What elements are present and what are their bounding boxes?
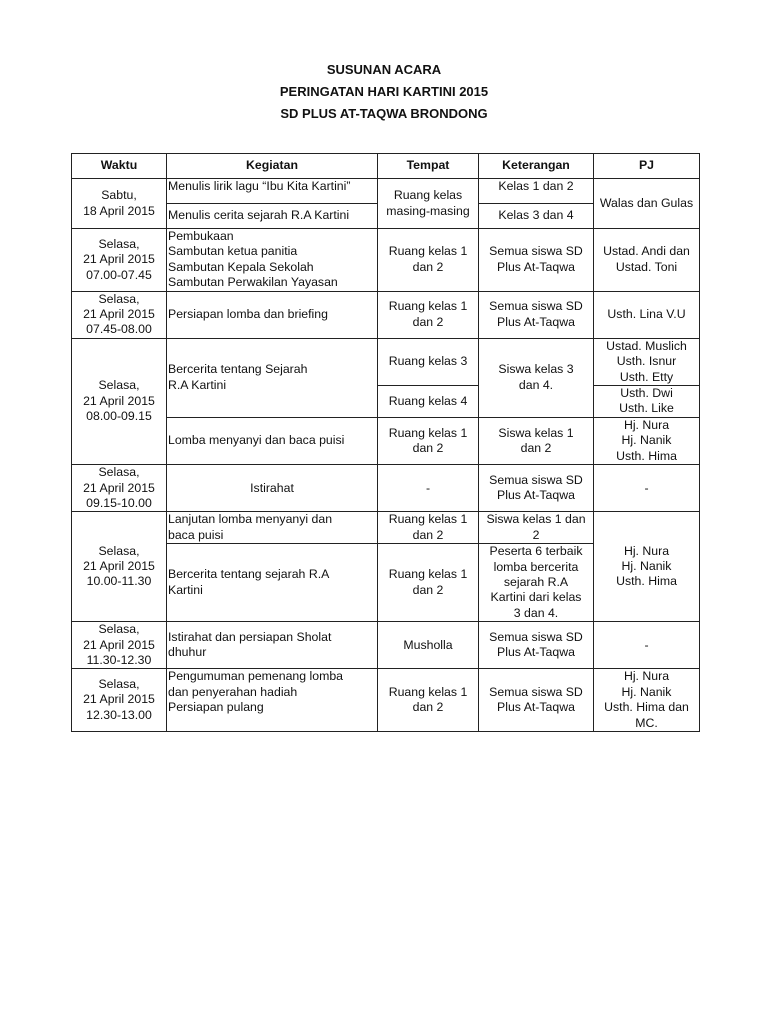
cell-tempat: Musholla bbox=[378, 622, 479, 669]
table-row bbox=[72, 338, 700, 385]
doc-subtitle: PERINGATAN HARI KARTINI 2015 bbox=[279, 84, 489, 99]
cell-kegiatan: Bercerita tentang Sejarah R.A Kartini bbox=[167, 338, 378, 417]
cell-pj: Walas dan Gulas bbox=[594, 179, 700, 229]
doc-title: SUSUNAN ACARA bbox=[326, 62, 442, 77]
column-header-waktu: Waktu bbox=[72, 154, 167, 179]
cell-waktu: Selasa, 21 April 2015 11.30-12.30 bbox=[72, 622, 167, 669]
cell-kegiatan: Bercerita tentang sejarah R.A Kartini bbox=[167, 544, 378, 622]
cell-pj: - bbox=[594, 465, 700, 512]
cell-keterangan: Siswa kelas 1 dan 2 bbox=[479, 417, 594, 464]
cell-kegiatan: Persiapan lomba dan briefing bbox=[167, 291, 378, 338]
cell-tempat: Ruang kelas 1 dan 2 bbox=[378, 512, 479, 544]
cell-waktu: Selasa, 21 April 2015 09.15-10.00 bbox=[72, 465, 167, 512]
cell-tempat: Ruang kelas 1 dan 2 bbox=[378, 229, 479, 292]
cell-kegiatan: Lomba menyanyi dan baca puisi bbox=[167, 417, 378, 464]
column-header-keterangan: Keterangan bbox=[479, 154, 594, 179]
cell-kegiatan: Pengumuman pemenang lomba dan penyerahan hadiah Persiapan pulang bbox=[167, 669, 378, 732]
cell-tempat: Ruang kelas masing-masing bbox=[378, 179, 479, 229]
column-header-tempat: Tempat bbox=[378, 154, 479, 179]
schedule-table bbox=[71, 153, 700, 732]
cell-tempat: Ruang kelas 1 dan 2 bbox=[378, 291, 479, 338]
cell-pj: Ustad. Muslich Usth. Isnur Usth. Etty bbox=[594, 338, 700, 385]
cell-keterangan: Kelas 1 dan 2 bbox=[479, 179, 594, 204]
column-header-kegiatan: Kegiatan bbox=[167, 154, 378, 179]
cell-kegiatan: Lanjutan lomba menyanyi dan baca puisi bbox=[167, 512, 378, 544]
school-name: SD PLUS AT-TAQWA BRONDONG bbox=[280, 106, 488, 121]
cell-waktu: Selasa, 21 April 2015 07.00-07.45 bbox=[72, 229, 167, 292]
cell-tempat: Ruang kelas 1 dan 2 bbox=[378, 417, 479, 464]
cell-keterangan: Siswa kelas 1 dan 2 bbox=[479, 512, 594, 544]
cell-pj: Hj. Nura Hj. Nanik Usth. Hima dan MC. bbox=[594, 669, 700, 732]
cell-kegiatan: Istirahat bbox=[167, 465, 378, 512]
cell-pj: Hj. Nura Hj. Nanik Usth. Hima bbox=[594, 417, 700, 464]
cell-keterangan: Semua siswa SD Plus At-Taqwa bbox=[479, 291, 594, 338]
cell-keterangan: Peserta 6 terbaik lomba bercerita sejarah R.A Kartini dari kelas 3 dan 4. bbox=[479, 544, 594, 622]
cell-pj: - bbox=[594, 622, 700, 669]
table-row bbox=[72, 229, 700, 292]
cell-waktu: Selasa, 21 April 2015 12.30-13.00 bbox=[72, 669, 167, 732]
cell-waktu: Sabtu, 18 April 2015 bbox=[72, 179, 167, 229]
cell-kegiatan: Menulis lirik lagu “Ibu Kita Kartini” bbox=[167, 179, 378, 204]
cell-kegiatan: Pembukaan Sambutan ketua panitia Sambutan Kepala Sekolah Sambutan Perwakilan Yayasan bbox=[167, 229, 378, 292]
table-row bbox=[72, 669, 700, 732]
cell-pj: Hj. Nura Hj. Nanik Usth. Hima bbox=[594, 512, 700, 622]
cell-pj: Usth. Dwi Usth. Like bbox=[594, 386, 700, 418]
cell-waktu: Selasa, 21 April 2015 08.00-09.15 bbox=[72, 338, 167, 464]
cell-waktu: Selasa, 21 April 2015 10.00-11.30 bbox=[72, 512, 167, 622]
cell-kegiatan: Menulis cerita sejarah R.A Kartini bbox=[167, 204, 378, 229]
cell-keterangan: Semua siswa SD Plus At-Taqwa bbox=[479, 669, 594, 732]
cell-tempat: Ruang kelas 4 bbox=[378, 386, 479, 418]
table-header-row bbox=[72, 154, 700, 179]
cell-tempat: Ruang kelas 1 dan 2 bbox=[378, 669, 479, 732]
table-row bbox=[72, 622, 700, 669]
cell-keterangan: Kelas 3 dan 4 bbox=[479, 204, 594, 229]
cell-pj: Usth. Lina V.U bbox=[594, 291, 700, 338]
table-row bbox=[72, 465, 700, 512]
table-row bbox=[72, 291, 700, 338]
cell-keterangan: Semua siswa SD Plus At-Taqwa bbox=[479, 229, 594, 292]
cell-tempat: Ruang kelas 1 dan 2 bbox=[378, 544, 479, 622]
cell-waktu: Selasa, 21 April 2015 07.45-08.00 bbox=[72, 291, 167, 338]
cell-pj: Ustad. Andi dan Ustad. Toni bbox=[594, 229, 700, 292]
cell-keterangan: Semua siswa SD Plus At-Taqwa bbox=[479, 622, 594, 669]
table-row bbox=[72, 417, 700, 464]
table-row bbox=[72, 512, 700, 544]
cell-keterangan: Semua siswa SD Plus At-Taqwa bbox=[479, 465, 594, 512]
cell-tempat: Ruang kelas 3 bbox=[378, 338, 479, 385]
table-row bbox=[72, 179, 700, 204]
cell-tempat: - bbox=[378, 465, 479, 512]
cell-kegiatan: Istirahat dan persiapan Sholat dhuhur bbox=[167, 622, 378, 669]
cell-keterangan: Siswa kelas 3 dan 4. bbox=[479, 338, 594, 417]
column-header-pj: PJ bbox=[594, 154, 700, 179]
